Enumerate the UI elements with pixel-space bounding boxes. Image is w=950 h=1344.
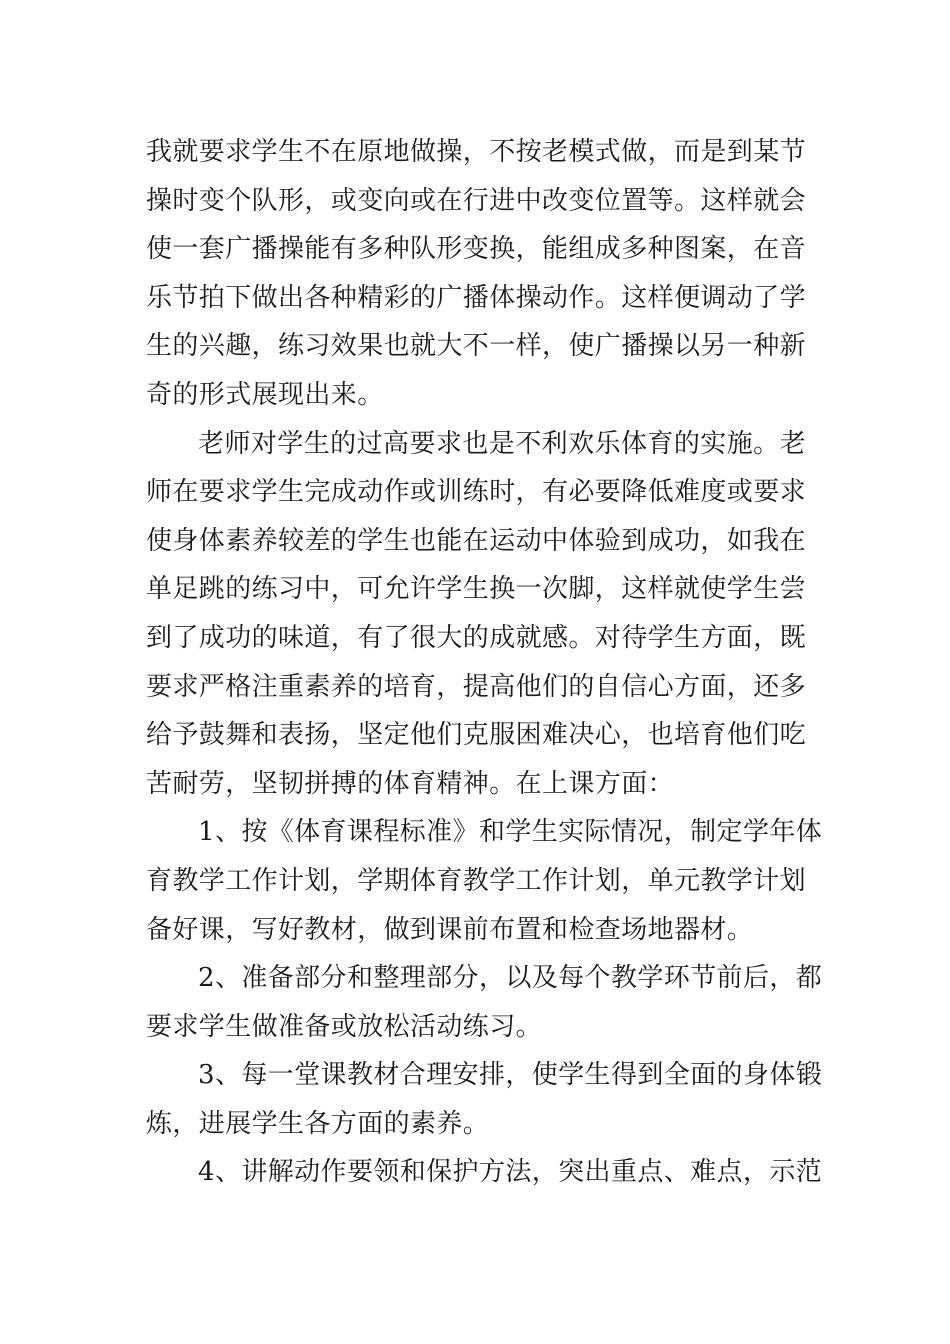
text-line: 操时变个队形，或变向或在行进中改变位置等。这样就会: [146, 185, 807, 216]
text-line: 苦耐劳，坚韧拼搏的体育精神。在上课方面：: [146, 768, 675, 799]
text-line: 要求严格注重素养的培育，提高他们的自信心方面，还多: [146, 671, 807, 702]
list-item-first-line: 2、准备部分和整理部分，以及每个教学环节前后，都: [198, 963, 823, 994]
text-line: 到了成功的味道，有了很大的成就感。对待学生方面，既: [146, 622, 807, 653]
text-line: 要求学生做准备或放松活动练习。: [146, 1011, 543, 1042]
text-line: 师在要求学生完成动作或训练时，有必要降低难度或要求: [146, 477, 807, 508]
text-line: 给予鼓舞和表扬，坚定他们克服困难决心，也培育他们吃: [146, 720, 807, 751]
list-item-first-line: 4、讲解动作要领和保护方法，突出重点、难点，示范: [198, 1157, 823, 1188]
text-line: 育教学工作计划，学期体育教学工作计划，单元教学计划: [146, 865, 807, 896]
text-line: 奇的形式展现出来。: [146, 379, 384, 410]
text-line: 我就要求学生不在原地做操，不按老模式做，而是到某节: [146, 137, 807, 167]
text-line: 炼，进展学生各方面的素养。: [146, 1108, 490, 1139]
text-line: 乐节拍下做出各种精彩的广播体操动作。这样便调动了学: [146, 282, 807, 313]
body-text: [146, 128, 823, 1197]
text-line: 单足跳的练习中，可允许学生换一次脚，这样就使学生尝: [146, 574, 807, 605]
list-item-first-line: 1、按《体育课程标准》和学生实际情况，制定学年体: [198, 817, 823, 848]
text-line: 使身体素养较差的学生也能在运动中体验到成功，如我在: [146, 525, 807, 556]
list-item-first-line: 3、每一堂课教材合理安排，使学生得到全面的身体锻: [198, 1060, 823, 1091]
paragraph-first-line: 老师对学生的过高要求也是不利欢乐体育的实施。老: [198, 428, 806, 459]
text-line: 备好课，写好教材，做到课前布置和检查场地器材。: [146, 914, 754, 945]
text-line: 使一套广播操能有多种队形变换，能组成多种图案，在音: [146, 234, 807, 265]
text-line: 生的兴趣，练习效果也就大不一样，使广播操以另一种新: [146, 331, 807, 362]
